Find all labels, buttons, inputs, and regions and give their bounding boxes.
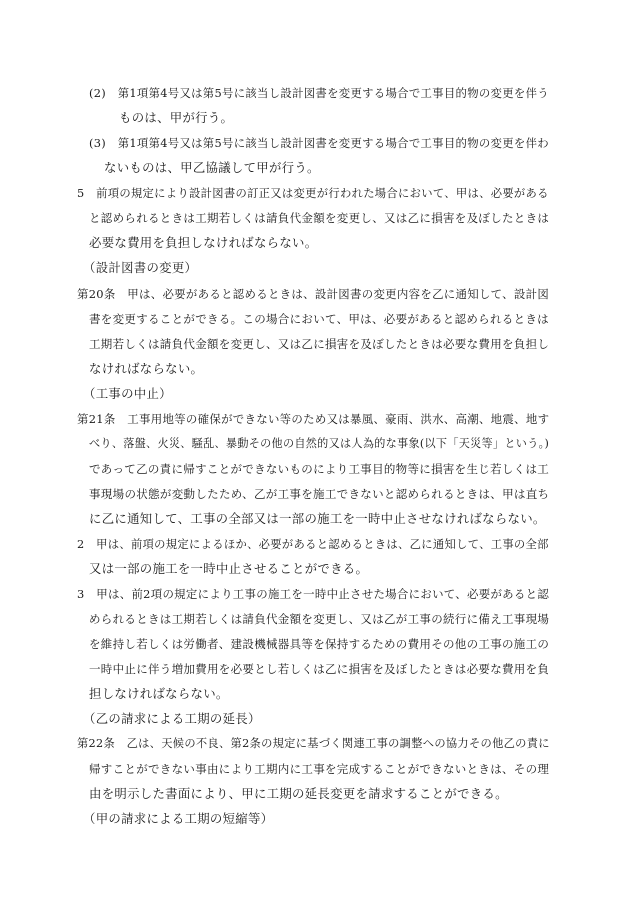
text-line: 第20条 甲は、必要があると認めるときは、設計図書の変更内容を乙に通知して、設計図 <box>77 287 550 301</box>
text-line: 帰すことができない事由により工期内に工事を完成することができないときは、その理 <box>89 762 550 776</box>
text-line: 2 甲は、前項の規定によるほか、必要があると認めるときは、乙に通知して、工事の全部 <box>77 537 549 551</box>
section-heading: （甲の請求による工期の短縮等） <box>83 811 274 826</box>
section-heading: （設計図書の変更） <box>83 260 198 275</box>
text-line: と認められるときは工期若しくは請負代金額を変更し、又は乙に損害を及ぼしたときは <box>89 211 550 225</box>
text-line: べり、落盤、火災、騒乱、暴動その他の自然的又は人為的な事象(以下「天災等」という。) <box>89 437 550 450</box>
text-line: 必要な費用を負担しなければならない。 <box>89 235 318 250</box>
text-line: ないものは、甲乙協議して甲が行う。 <box>104 160 320 175</box>
text-line: 一時中止に伴う増加費用を必要とし若しくは乙に損害を及ぼしたときは必要な費用を負 <box>89 662 550 676</box>
text-line: なければならない。 <box>89 361 204 376</box>
text-line: められるときは工期若しくは請負代金額を変更し、又は乙が工事の続行に備え工事現場 <box>89 612 550 626</box>
text-line: (3) 第1項第4号又は第5号に該当し設計図書を変更する場合で工事目的物の変更を伴わ <box>89 136 549 150</box>
text-line: 事現場の状態が変動したため、乙が工事を施工できないと認められるときは、甲は直ち <box>89 487 550 501</box>
text-line: 第22条 乙は、天候の不良、第2条の規定に基づく関連工事の調整への協力その他乙の責に <box>77 737 550 750</box>
text-line: 5 前項の規定により設計図書の訂正又は変更が行われた場合において、甲は、必要がある <box>77 186 549 200</box>
text-line: (2) 第1項第4号又は第5号に該当し設計図書を変更する場合で工事目的物の変更を伴う <box>89 86 549 100</box>
section-heading: （工事の中止） <box>83 386 172 401</box>
text-line: 書を変更することができる。この場合において、甲は、必要があると認められるときは <box>89 312 549 326</box>
text-line: 工期若しくは請負代金額を変更し、又は乙に損害を及ぼしたときは必要な費用を負担し <box>89 337 550 351</box>
text-line: 第21条 工事用地等の確保ができない等のため又は暴風、豪雨、洪水、高潮、地震、地す <box>77 412 550 426</box>
text-line: 担しなければならない。 <box>89 686 229 701</box>
text-line: を維持し若しくは労働者、建設機械器具等を保持するための費用その他の工事の施工の <box>89 637 550 651</box>
text-line: ものは、甲が行う。 <box>119 110 234 125</box>
text-line: に乙に通知して、工事の全部又は一部の施工を一時中止させなければならない。 <box>89 511 546 526</box>
text-line: 又は一部の施工を一時中止させることができる。 <box>89 561 369 576</box>
section-heading: （乙の請求による工期の延長） <box>83 711 261 726</box>
text-line: 3 甲は、前2項の規定により工事の施工を一時中止させた場合において、必要があると認 <box>77 587 550 601</box>
text-line: 由を明示した書面により、甲に工期の延長変更を請求することができる。 <box>89 786 508 801</box>
text-line: であって乙の責に帰すことができないものにより工事目的物等に損害を生じ若しくは工 <box>89 462 550 476</box>
